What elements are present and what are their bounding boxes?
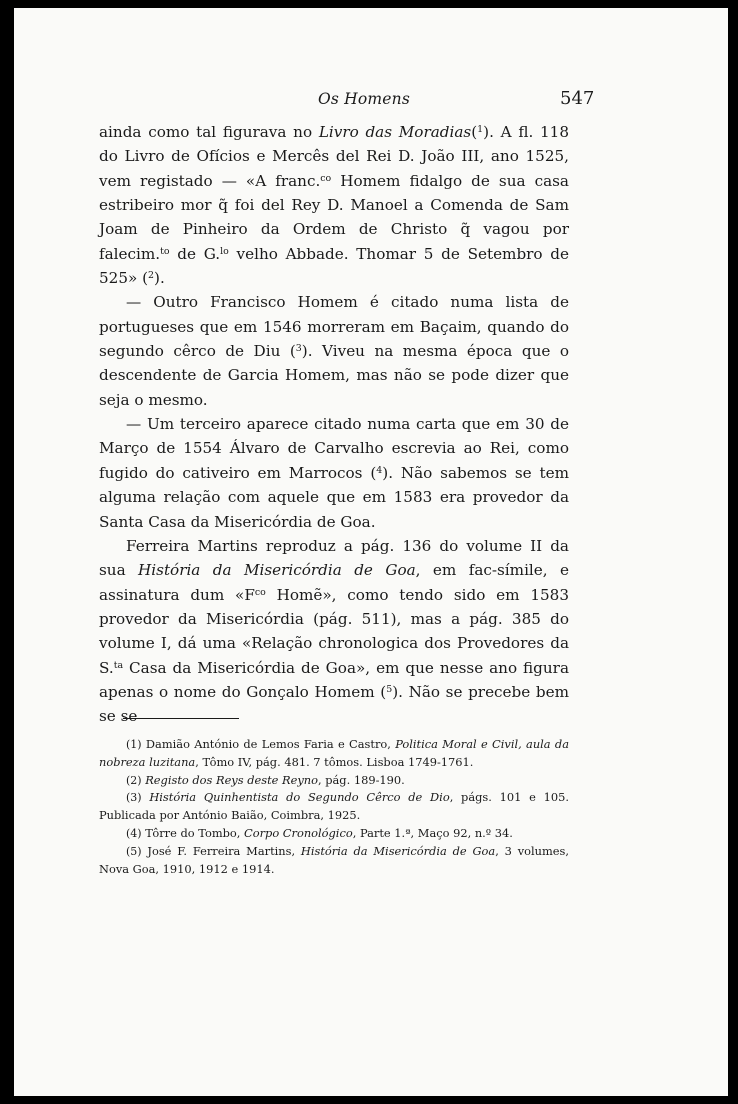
text-run: Tôrre do Tombo, xyxy=(141,825,245,840)
footnote-number: (5) xyxy=(126,844,142,858)
text-run: Homem fidalgo de sua casa estribeiro mor q̃ foi del Rey D. Manoel a Comenda de Sam Joam de Pinheiro da Ordem de Christo q̃ vagou por falecim. xyxy=(99,171,569,263)
text-run: . Viveu na mesma época que o descendente de Garcia Homem, mas não se pode dizer que seja o mesmo. xyxy=(99,342,569,409)
footnote-ref: ($^3$) xyxy=(289,342,308,361)
footnote xyxy=(99,789,569,825)
text-run: . xyxy=(159,269,165,288)
text-run: — Outro Francisco Homem é citado numa lista de portugueses que em 1546 morreram em Baçaim, quando do segundo cêrco de Diu xyxy=(99,293,569,361)
text-run: velho Abbade. Thomar 5 de Setembro de 525» xyxy=(99,244,569,288)
italic-title: Livro das Moradias xyxy=(318,123,472,141)
text-run: , págs. 101 e 105. Publicada por António Baião, Coimbra, 1925. xyxy=(99,790,569,823)
footnote-ref: ($^1$) xyxy=(471,123,490,141)
text-run: , pág. 189-190. xyxy=(317,772,405,787)
footnote-number: (1) xyxy=(126,738,142,751)
text-run: Damião António de Lemos Faria e Castro, xyxy=(141,737,396,751)
italic-title: Politica Moral e Civil, aula da nobreza luzitana xyxy=(99,737,569,769)
footnote xyxy=(99,825,569,843)
text-run: Casa da Misericórdia de Goa», em que nesse ano figura apenas o nome do Gonçalo Homem xyxy=(99,658,569,701)
superscript-abbrev: to xyxy=(160,245,170,257)
footnote-ref: ($^5$) xyxy=(380,682,399,701)
footnote-number: (4) xyxy=(126,826,142,840)
text-run: , 3 volumes, Nova Goa, 1910, 1912 e 1914. xyxy=(99,843,569,876)
italic-title: História Quinhentista do Segundo Cêrco de Dio xyxy=(149,790,450,805)
footnote xyxy=(99,736,569,772)
text-run: , Tômo IV, pág. 481. 7 tômos. Lisboa 1749-1761. xyxy=(195,754,474,769)
page-header xyxy=(14,90,728,116)
page-number: 547 xyxy=(560,88,595,109)
superscript-abbrev: co xyxy=(254,586,266,598)
text-run: Homẽ», como tendo sido em 1583 provedor da Misericórdia (pág. 511), mas a pág. 385 do volume I, dá uma «Relação chronologica dos Provedores da S. xyxy=(99,585,569,677)
footnote-number: (2) xyxy=(126,773,142,787)
text-run: , em fac-símile, e assinatura dum «F xyxy=(99,561,569,604)
paragraph xyxy=(99,412,569,534)
text-run: . Não sabemos se tem alguma relação com aquele que em 1583 era provedor da Santa Casa da Misericórdia de Goa. xyxy=(99,463,569,531)
italic-title: Corpo Cronológico xyxy=(244,825,353,840)
body-text xyxy=(99,120,569,729)
paragraph xyxy=(99,290,569,412)
text-run: — Um terceiro aparece citado numa carta que em 30 de Março de 1554 Álvaro de Carvalho escrevia ao Rei, como fugido do cativeiro em Marrocos xyxy=(99,415,569,482)
text-run: , Parte 1.ª, Maço 92, n.º 34. xyxy=(352,825,513,840)
footnote-ref: ($^4$) xyxy=(370,463,389,482)
text-run: . Não se precebe bem se se xyxy=(99,682,569,726)
footnote-number: (3) xyxy=(126,791,142,805)
italic-title: História da Misericórdia de Goa xyxy=(138,561,416,580)
footnote-rule xyxy=(123,718,239,719)
italic-title: História da Misericórdia de Goa xyxy=(300,843,496,858)
text-run: de G. xyxy=(169,244,221,263)
footnotes xyxy=(99,736,569,878)
footnote xyxy=(99,772,569,790)
superscript-abbrev: co xyxy=(320,172,332,184)
paragraph xyxy=(99,120,569,290)
text-run: José F. Ferreira Martins, xyxy=(141,843,301,858)
footnote xyxy=(99,843,569,879)
running-title: Os Homens xyxy=(317,90,411,108)
paragraph xyxy=(99,534,569,729)
text-run: ainda como tal figurava no xyxy=(99,123,319,141)
text-run: . A fl. 118 do Livro de Ofícios e Mercês del Rei D. João III, ano 1525, vem registado — «A franc. xyxy=(99,123,569,190)
text-run: Ferreira Martins reproduz a pág. 136 do volume II da sua xyxy=(99,536,569,580)
superscript-abbrev: lo xyxy=(220,245,229,257)
superscript-abbrev: ta xyxy=(113,659,124,671)
italic-title: Registo dos Reys deste Reyno xyxy=(145,772,318,787)
footnote-ref: ($^2$) xyxy=(142,269,160,288)
